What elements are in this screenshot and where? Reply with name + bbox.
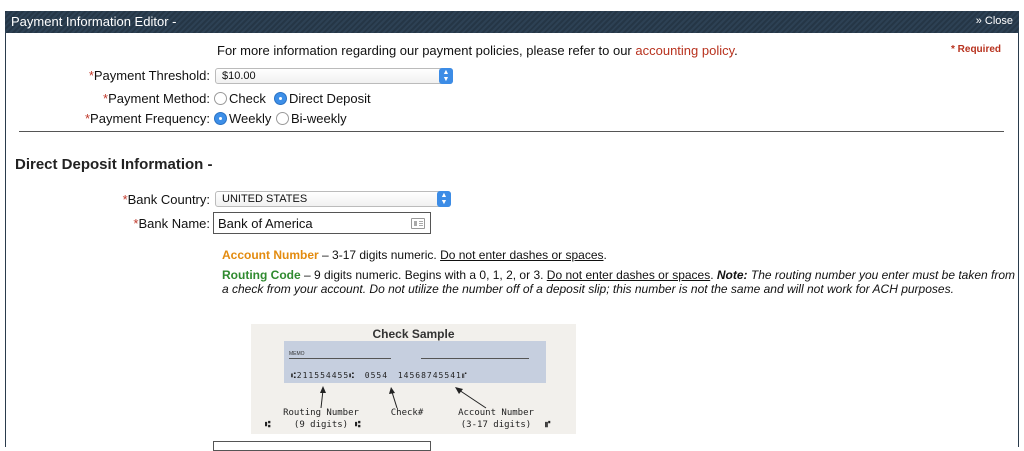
- bank-name-label: [133, 216, 210, 231]
- routing-code-note: Routing Code – 9 digits numeric. Begins with a 0, 1, 2, or 3. Do not enter dashes or spaces. Note: The routing number you enter must be taken from a check from your account. Do not utilize the number off of a deposit slip; this number is not the same and will not work for ACH purposes.: [222, 268, 1016, 296]
- bank-name-input[interactable]: [213, 212, 431, 234]
- check-number-caption: Check#: [390, 408, 424, 418]
- routing-number-caption-digits: (9 digits): [293, 420, 349, 430]
- section-divider: [19, 131, 1004, 132]
- payment-frequency-biweekly-label[interactable]: Bi-weekly: [291, 111, 347, 126]
- payment-method-label-text: Payment Method:: [108, 91, 210, 106]
- dialog-title-bar: [5, 11, 1019, 33]
- direct-deposit-heading: Direct Deposit Information -: [15, 156, 213, 173]
- required-star: *: [88, 68, 94, 83]
- check-micr-line: ⑆211554455⑆ 0554 14568745541⑈: [291, 371, 468, 380]
- check-sample-image: [251, 324, 576, 434]
- dialog-border-left: [5, 33, 6, 447]
- bank-name-label-text: Bank Name:: [138, 216, 210, 231]
- bank-country-value: UNITED STATES: [222, 193, 308, 205]
- account-number-title: Account Number: [222, 248, 319, 262]
- bank-country-label: [123, 192, 210, 207]
- account-number-caption: [451, 407, 541, 431]
- payment-frequency-label: [85, 111, 210, 126]
- payment-threshold-select[interactable]: [215, 68, 453, 84]
- payment-frequency-weekly-label[interactable]: Weekly: [229, 111, 272, 126]
- required-star: *: [122, 192, 128, 207]
- policy-info: [217, 43, 738, 58]
- check-sample-title: Check Sample: [372, 327, 455, 341]
- select-arrows-icon: ▲ ▼: [439, 68, 453, 84]
- micr-onus-symbol: ⑈: [545, 419, 551, 429]
- contact-card-icon[interactable]: [411, 218, 425, 229]
- select-arrows-icon: ▲ ▼: [437, 191, 451, 207]
- routing-note-text: The routing number you enter must be taken from a check from your account. Do not utilize the number off of a deposit slip; this number is not the same and will not work for ACH purposes.: [222, 268, 1016, 296]
- bank-country-select[interactable]: [215, 191, 451, 207]
- payment-method-label: [103, 91, 210, 106]
- payment-frequency-biweekly-radio[interactable]: [276, 112, 289, 125]
- policy-info-end: .: [734, 43, 738, 58]
- check-memo-label: MEMO: [289, 351, 305, 357]
- dialog-title: Payment Information Editor -: [11, 14, 177, 29]
- routing-code-text: – 9 digits numeric. Begins with a 0, 1, 2, or 3.: [300, 268, 547, 282]
- required-star: *: [133, 216, 139, 231]
- payment-method-direct-deposit-label[interactable]: Direct Deposit: [289, 91, 371, 106]
- account-number-text: – 3-17 digits numeric.: [318, 248, 441, 262]
- payment-method-check-radio[interactable]: [214, 92, 227, 105]
- routing-code-warning: Do not enter dashes or spaces: [546, 268, 711, 282]
- payment-threshold-value: $10.00: [222, 70, 256, 82]
- account-number-caption-label: Account Number: [458, 408, 534, 418]
- account-number-note: Account Number – 3-17 digits numeric. Do not enter dashes or spaces.: [222, 248, 607, 262]
- routing-code-title: Routing Code: [222, 268, 301, 282]
- close-button[interactable]: » Close: [975, 15, 1013, 27]
- required-note: * Required: [951, 44, 1002, 55]
- routing-note-label: Note:: [716, 268, 748, 282]
- payment-threshold-label-text: Payment Threshold:: [93, 68, 210, 83]
- account-number-input[interactable]: [213, 441, 431, 451]
- payment-frequency-weekly-radio[interactable]: [214, 112, 227, 125]
- payment-threshold-label: [89, 68, 210, 83]
- routing-number-caption: [281, 407, 361, 431]
- bank-country-label-text: Bank Country:: [127, 192, 210, 207]
- required-star: *: [84, 111, 91, 126]
- payment-method-direct-deposit-radio[interactable]: [274, 92, 287, 105]
- payment-frequency-label-text: Payment Frequency:: [90, 111, 210, 126]
- bank-name-value: Bank of America: [218, 216, 313, 231]
- dialog-border-right: [1018, 33, 1019, 447]
- required-star: *: [103, 91, 109, 106]
- policy-info-text: For more information regarding our payment policies, please refer to our: [217, 43, 632, 58]
- micr-transit-symbol: ⑆: [265, 419, 271, 429]
- account-number-caption-digits: (3-17 digits): [460, 420, 532, 430]
- routing-number-caption-label: Routing Number: [283, 408, 359, 418]
- accounting-policy-link[interactable]: accounting policy: [635, 43, 735, 58]
- payment-method-check-label[interactable]: Check: [229, 91, 266, 106]
- micr-transit-symbol: ⑆: [355, 419, 361, 429]
- account-number-warning: Do not enter dashes or spaces: [440, 248, 604, 262]
